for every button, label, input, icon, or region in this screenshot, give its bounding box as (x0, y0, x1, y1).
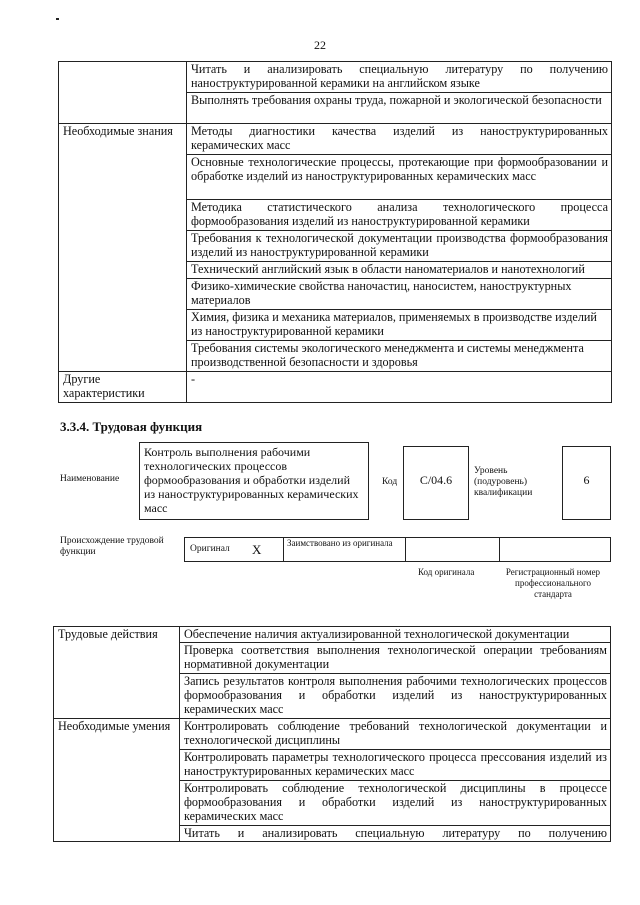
knowledge-row: Методы диагностики качества изделий из наноструктурированных керамических масс (187, 124, 612, 155)
scan-dot (56, 18, 59, 20)
skill-row: Контролировать соблюдение требований технологической документации и технологической дисциплины (180, 719, 611, 750)
knowledge-row: Технический английский язык в области наноматериалов и нанотехнологий (187, 262, 612, 279)
skill-row: Читать и анализировать специальную литературу по получению наноструктурированной керамики на английском языке (187, 62, 612, 93)
empty-label-cell (59, 62, 187, 124)
page-number: 22 (314, 38, 326, 52)
knowledge-row: Требования системы экологического менеджмента и системы менеджмента производственной безопасности и здоровья (187, 341, 612, 372)
name-label: Наименование (60, 474, 120, 484)
knowledge-row: Требования к технологической документации производства формообразования изделий из наноструктурированной керамики (187, 231, 612, 262)
level-value: 6 (562, 446, 611, 520)
knowledge-row: Физико-химические свойства наночастиц, наносистем, наноструктурных материалов (187, 279, 612, 310)
skills-label: Необходимые умения (54, 719, 180, 842)
skill-row: Читать и анализировать специальную литературу по получению (180, 826, 611, 842)
original-label: Оригинал (190, 544, 230, 554)
level-label: Уровень (подуровень) квалификации (474, 466, 533, 498)
other-label: Другие характеристики (59, 372, 187, 403)
section-title: 3.3.4. Трудовая функция (60, 419, 203, 434)
code-value: C/04.6 (403, 446, 469, 520)
origin-row (184, 537, 611, 562)
reg-number-caption: Регистрационный номер профессионального стандарта (505, 567, 601, 599)
knowledge-label: Необходимые знания (59, 124, 187, 372)
skill-row: Контролировать параметры технологического процесса прессования изделий из наноструктурированных керамических масс (180, 750, 611, 781)
action-row: Проверка соответствия выполнения технологической операции требованиям нормативной документации (180, 643, 611, 674)
borrowed-label: Заимствовано из оригинала (287, 538, 393, 548)
skill-row: Выполнять требования охраны труда, пожарной и экологической безопасности (187, 93, 612, 124)
name-value: Контроль выполнения рабочими технологических процессов формообразования и обработки изделий из наноструктурированных керамических масс (139, 442, 369, 520)
origin-label: Происхождение трудовой функции (60, 536, 164, 557)
action-row: Обеспечение наличия актуализированной технологической документации (180, 627, 611, 643)
action-row: Запись результатов контроля выполнения рабочими технологических процессов формообразования и обработки изделий из наноструктурированных керамических масс (180, 674, 611, 719)
knowledge-row: Основные технологические процессы, протекающие при формообразовании и обработке изделий из наноструктурированных керамических масс (187, 155, 612, 200)
knowledge-row: Химия, физика и механика материалов, применяемых в производстве изделий из наноструктурированной керамики (187, 310, 612, 341)
knowledge-table (58, 61, 612, 403)
actions-label: Трудовые действия (54, 627, 180, 719)
other-value: - (187, 372, 612, 403)
code-original-caption: Код оригинала (418, 567, 475, 577)
actions-skills-table (53, 626, 611, 842)
code-label: Код (382, 477, 398, 487)
original-mark: X (252, 542, 262, 557)
knowledge-row: Методика статистического анализа технологического процесса формообразования изделий из наноструктурированной керамики (187, 200, 612, 231)
skill-row: Контролировать соблюдение технологической дисциплины в процессе формообразования и обработки изделий из наноструктурированных керамических масс (180, 781, 611, 826)
